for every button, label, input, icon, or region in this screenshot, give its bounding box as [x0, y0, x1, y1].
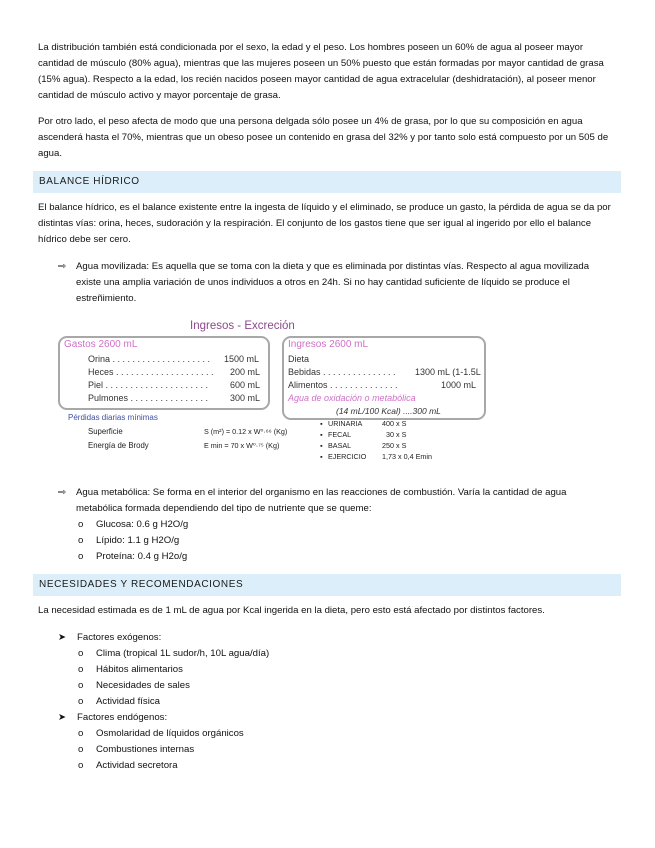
ingresos-header: Ingresos 2600 mL: [288, 339, 369, 350]
ingresos-excrecion-figure: [58, 318, 488, 468]
agua-metabolica-text: Agua metabólica: Se forma en el interior del organismo en las reacciones de combustión. Varía la cantidad de agua metabólica formada dependiendo del tipo de nutriente que se queme:: [76, 487, 567, 514]
list-item-text: Osmolaridad de líquidos orgánicos: [96, 728, 244, 739]
intro-paragraph-2: Por otro lado, el peso afecta de modo que una persona delgada sólo posee un 4% de grasa, por lo que su composición en agua ascenderá hasta el 70%, mientras que un obeso posee un contenido en grasa del 32% y por tanto solo está compuesto por un 505 de agua.: [38, 116, 609, 159]
minimos-list: [320, 419, 480, 465]
section-heading-necesidades: NECESIDADES Y RECOMENDACIONES: [33, 574, 621, 596]
superficie-label: Superficie: [88, 427, 123, 436]
superficie-formula: S (m²) = 0.12 x W⁰·⁶⁶ (Kg): [204, 427, 288, 436]
minimos-bullet: ▪: [320, 441, 323, 450]
list-item: [58, 630, 458, 646]
circle-bullet-icon: o: [78, 519, 84, 530]
list-item: [58, 710, 458, 726]
necesidades-paragraph: La necesidad estimada es de 1 mL de agua por Kcal ingerida en la dieta, pero esto está afectado por distintos factores.: [38, 605, 545, 616]
circle-bullet-icon: o: [78, 664, 84, 675]
gastos-row-label: Pulmones . . . . . . . . . . . . . . . .: [88, 393, 209, 403]
circle-bullet-icon: o: [78, 551, 84, 562]
list-item: [58, 694, 458, 710]
factores-list: [58, 630, 458, 774]
list-item: [58, 662, 458, 678]
list-item-text: Glucosa: 0.6 g H2O/g: [96, 519, 189, 530]
arrow-right-icon: ⇨: [58, 261, 67, 272]
minimos-bullet: ▪: [320, 452, 323, 461]
figure-title: Ingresos - Excreción: [190, 320, 295, 332]
list-item-text: Clima (tropical 1L sudor/h, 10L agua/día): [96, 648, 270, 659]
ingresos-row-label: Bebidas . . . . . . . . . . . . . . .: [288, 367, 396, 377]
perdidas-title: Pérdidas diarias mínimas: [68, 413, 158, 422]
minimos-bullet: ▪: [320, 419, 323, 428]
circle-bullet-icon: o: [78, 648, 84, 659]
intro-paragraph-1: La distribución también está condicionada por el sexo, la edad y el peso. Los hombres poseen un 60% de agua al poseer mayor cantidad de músculo (80% agua), mientras que las mujeres poseen un 50% puesto que están formadas por mayor cantidad de grasa (15% agua). Respecto a la edad, los recién nacidos poseen mayor cantidad de agua extracelular (deshidratación), al poseer menor cantidad de músculo activo y mayor porcentaje de grasa.: [38, 42, 604, 101]
gastos-row-label: Orina . . . . . . . . . . . . . . . . . . . .: [88, 354, 211, 364]
factores-exogenos-label: Factores exógenos:: [77, 632, 162, 643]
circle-bullet-icon: o: [78, 535, 84, 546]
ingresos-row-label: Dieta: [288, 354, 310, 364]
gastos-row-label: Heces . . . . . . . . . . . . . . . . . . . .: [88, 367, 214, 377]
gastos-row-value: 1500 mL: [224, 354, 260, 364]
oxidation-label: Agua de oxidación o metabólica: [288, 393, 416, 403]
list-item-text: Necesidades de sales: [96, 680, 190, 691]
minimos-value: 1,73 x 0,4 Emin: [382, 452, 432, 461]
list-item: [58, 678, 458, 694]
list-item-agua-movilizada: [58, 259, 613, 307]
circle-bullet-icon: o: [78, 680, 84, 691]
arrowhead-bullet-icon: ➤: [58, 632, 67, 643]
arrowhead-bullet-icon: ➤: [58, 712, 67, 723]
list-item: [58, 533, 358, 549]
agua-movilizada-text: Agua movilizada: Es aquella que se toma con la dieta y que es eliminada por distintas vías. Respecto al agua movilizada existe una amplia variación de unos individuos a otros en 24h. Si no hay cantidad suficiente de líquido se produce el estreñimiento.: [76, 261, 590, 304]
metabolica-list: [58, 517, 358, 565]
list-item-text: Proteína: 0.4 g H2o/g: [96, 551, 188, 562]
section-heading-balance: BALANCE HÍDRICO: [33, 171, 621, 193]
gastos-row-value: 300 mL: [230, 393, 261, 403]
minimos-value: 30 x S: [386, 430, 407, 439]
minimos-label: URINARIA: [328, 419, 363, 428]
list-item: [58, 517, 358, 533]
gastos-row-value: 600 mL: [230, 380, 261, 390]
ingresos-row-label: Alimentos . . . . . . . . . . . . . .: [288, 380, 398, 390]
brody-label: Energía de Brody: [88, 441, 149, 450]
minimos-bullet: ▪: [320, 430, 323, 439]
circle-bullet-icon: o: [78, 696, 84, 707]
list-item: [58, 742, 458, 758]
list-item: [58, 758, 458, 774]
brody-formula: E min = 70 x W⁰·⁷⁵ (Kg): [204, 441, 280, 450]
minimos-label: BASAL: [328, 441, 352, 450]
arrow-right-icon: ⇨: [58, 487, 67, 498]
gastos-row-value: 200 mL: [230, 367, 261, 377]
gastos-header: Gastos 2600 mL: [64, 339, 138, 350]
list-item: [58, 726, 458, 742]
list-item-agua-metabolica: [58, 485, 613, 517]
circle-bullet-icon: o: [78, 728, 84, 739]
factores-endogenos-label: Factores endógenos:: [77, 712, 168, 723]
list-item-text: Actividad secretora: [96, 760, 178, 771]
oxidation-detail: (14 mL/100 Kcal) ....300 mL: [336, 406, 441, 416]
list-item-text: Combustiones internas: [96, 744, 195, 755]
circle-bullet-icon: o: [78, 760, 84, 771]
balance-paragraph: El balance hídrico, es el balance existente entre la ingesta de líquido y el eliminado, se produce un gasto, la pérdida de agua se da por distintas vías: orina, heces, sudoración y la respiración. El conjunto de los gastos tiene que ser igual al ingerido por ello el balance hídrico debe ser cero.: [38, 202, 611, 245]
list-item-text: Actividad física: [96, 696, 160, 707]
ingresos-row-value: 1000 mL: [441, 380, 477, 390]
minimos-label: EJERCICIO: [328, 452, 367, 461]
minimos-label: FECAL: [328, 430, 352, 439]
list-item: [58, 646, 458, 662]
list-item: [58, 549, 358, 565]
minimos-value: 250 x S: [382, 441, 407, 450]
list-item-text: Lípido: 1.1 g H2O/g: [96, 535, 180, 546]
circle-bullet-icon: o: [78, 744, 84, 755]
minimos-value: 400 x S: [382, 419, 407, 428]
gastos-row-label: Piel . . . . . . . . . . . . . . . . . . . . .: [88, 380, 209, 390]
ingresos-row-value: 1300 mL (1-1.5L: [415, 367, 481, 377]
list-item-text: Hábitos alimentarios: [96, 664, 183, 675]
